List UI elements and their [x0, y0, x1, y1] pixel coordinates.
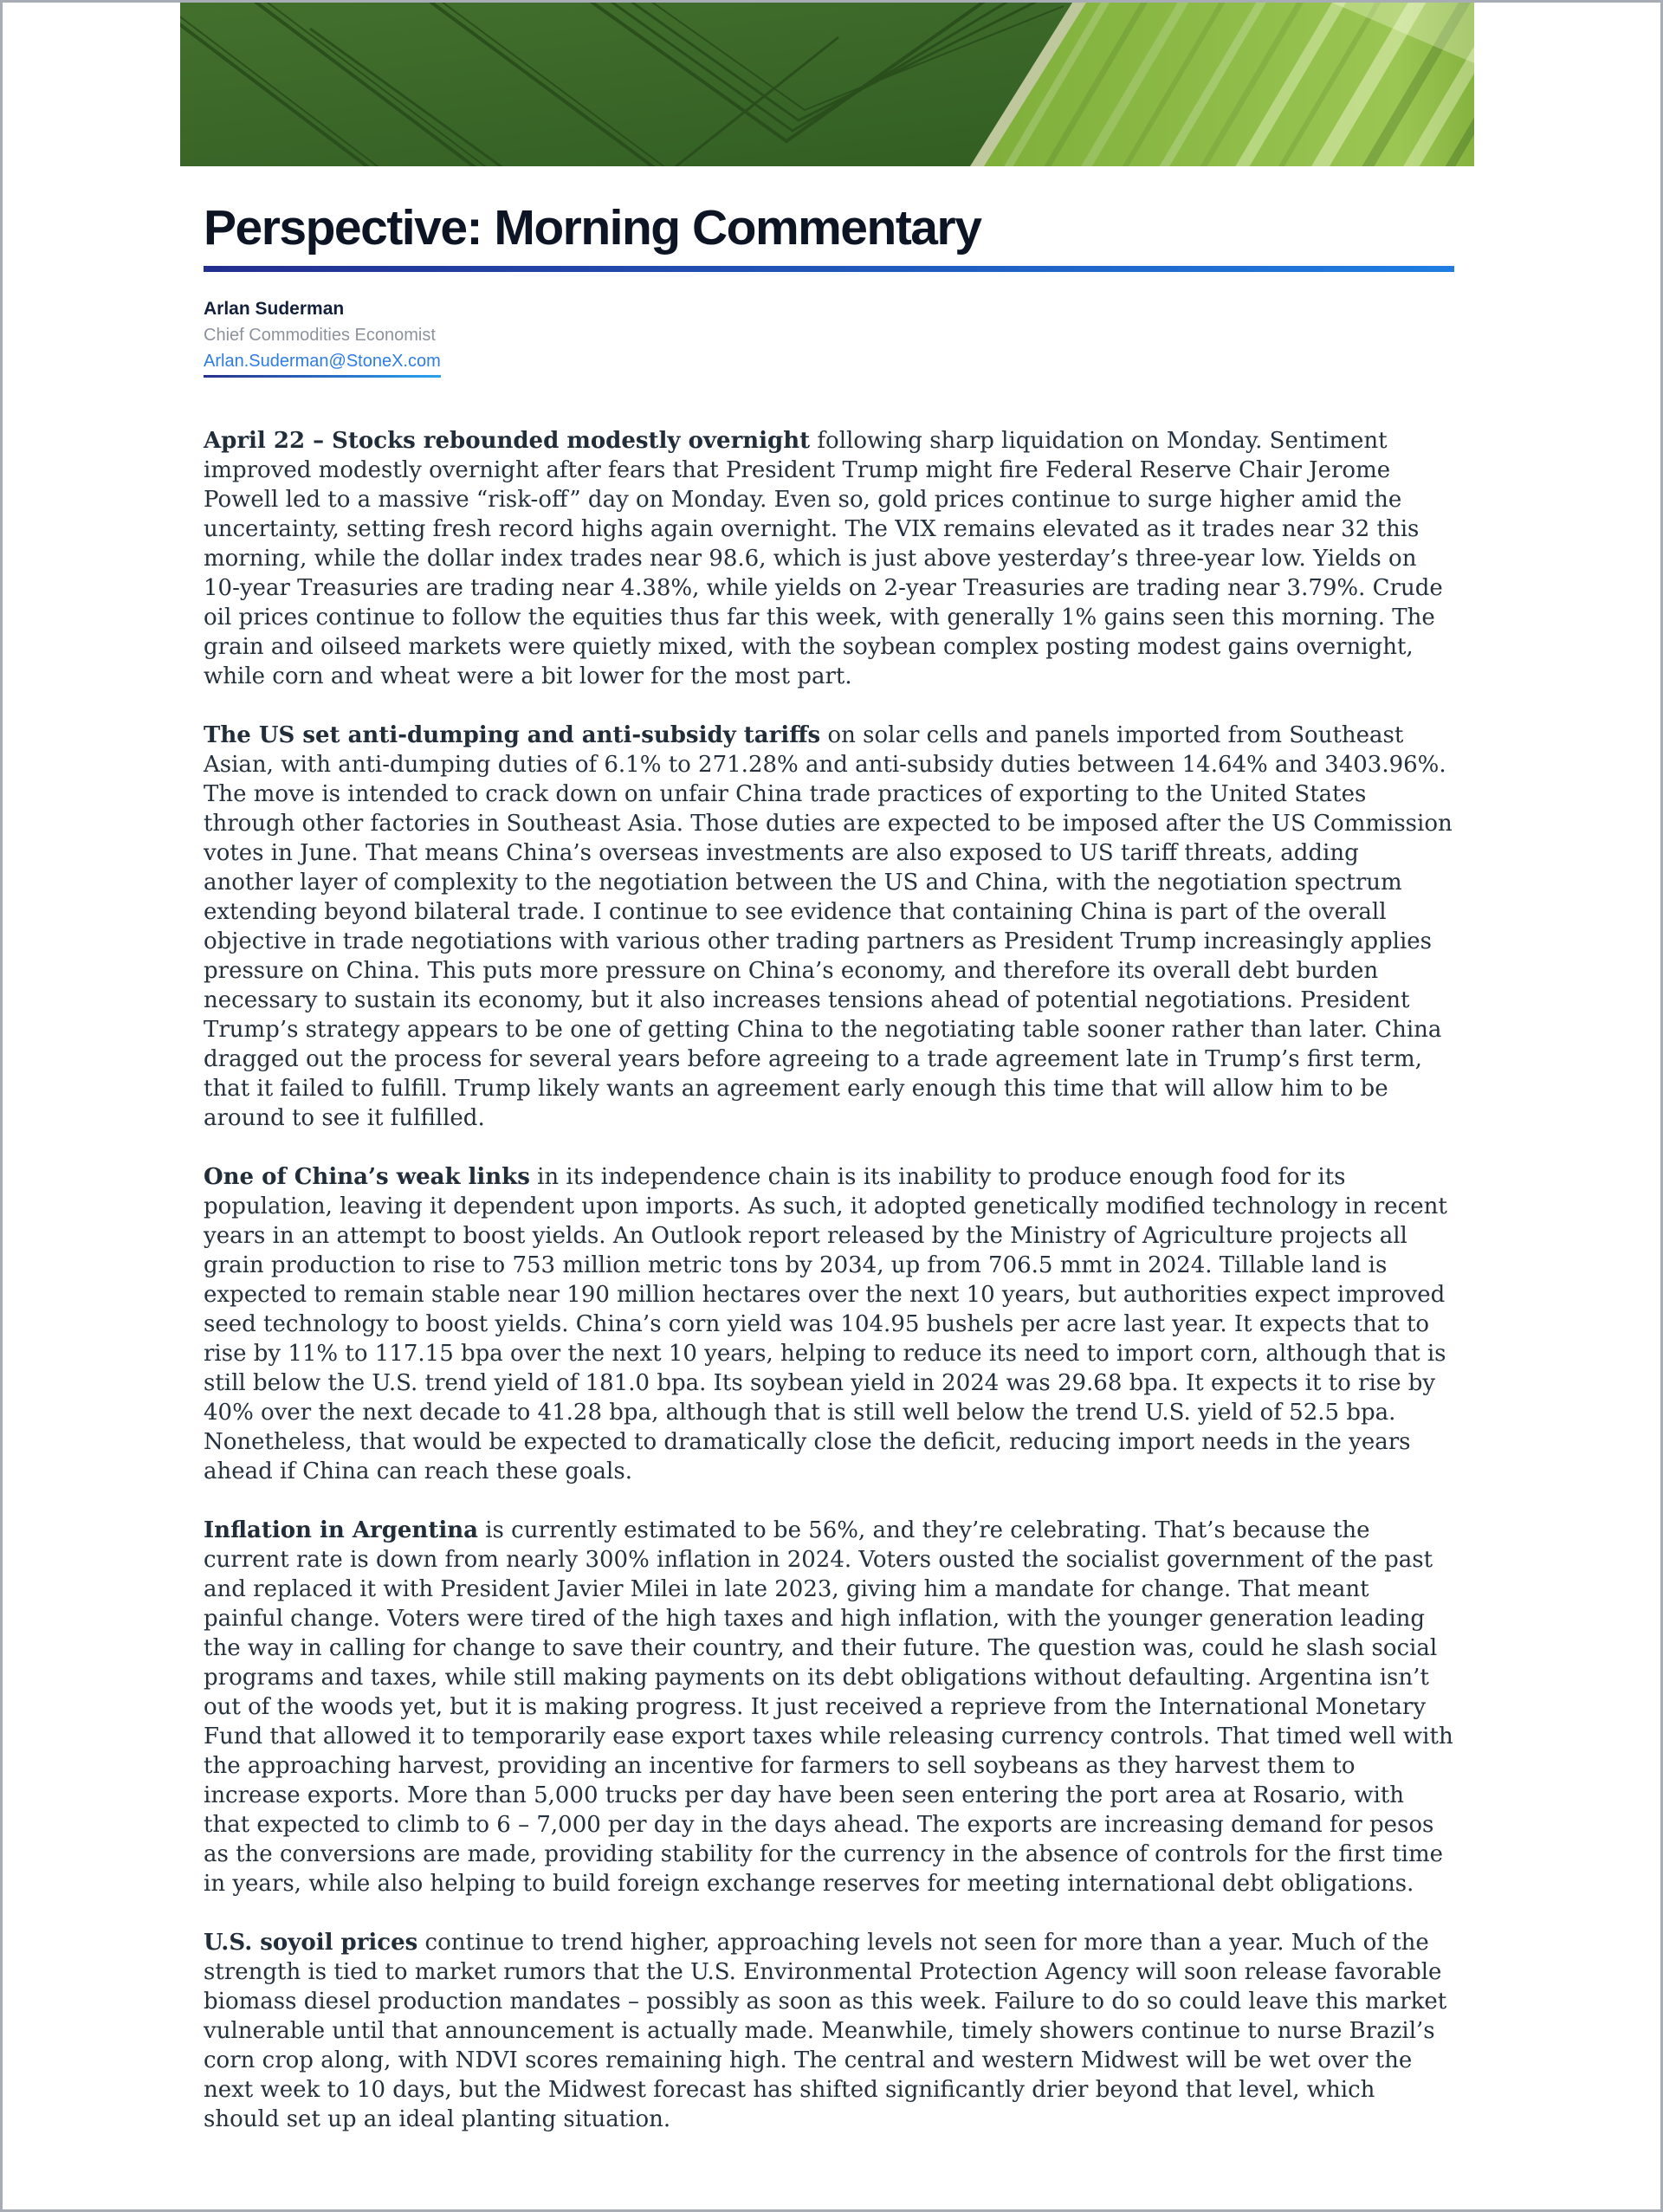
article-paragraph [204, 1928, 1454, 2134]
article-paragraph [204, 721, 1454, 1133]
paragraph-lead: April 22 – Stocks rebounded modestly overnight [204, 428, 811, 455]
title-gradient-rule [204, 266, 1454, 272]
author-role: Chief Commodities Economist [204, 326, 436, 346]
paragraph-lead: U.S. soyoil prices [204, 1930, 418, 1957]
paragraph-lead: One of China’s weak links [204, 1164, 530, 1191]
page-title: Perspective: Morning Commentary [204, 200, 981, 255]
author-block [204, 296, 1454, 378]
paragraph-lead: Inflation in Argentina [204, 1517, 478, 1544]
document-content [204, 200, 1454, 2134]
paragraph-text: in its independence chain is its inability to produce enough food for its population, leaving it dependent upon imports. As such, it adopted genetically modified technology in recent years in an attempt to boost yields. An Outlook report released by the Ministry of Agriculture projects all grain production to rise to 753 million metric tons by 2034, up from 706.5 mmt in 2024. Tillable land is expected to remain stable near 190 million hectares over the next 10 years, but authorities expect improved seed technology to boost yields. China’s corn yield was 104.95 bushels per acre last year. It expects that to rise by 11% to 117.15 bpa over the next 10 years, helping to reduce its need to import corn, although that is still below the U.S. trend yield of 181.0 bpa. Its soybean yield in 2024 was 29.68 bpa. It expects it to rise by 40% over the next decade to 41.28 bpa, although that is still well below the trend U.S. yield of 52.5 bpa. Nonetheless, that would be expected to dramatically close the deficit, reducing import needs in the years ahead if China can reach these goals. [204, 1164, 1447, 1485]
paragraph-text: following sharp liquidation on Monday. Sentiment improved modestly overnight after fears that President Trump might fire Federal Reserve Chair Jerome Powell led to a massive “risk-off” day on Monday. Even so, gold prices continue to surge higher amid the uncertainty, setting fresh record highs again overnight. The VIX remains elevated as it trades near 32 this morning, while the dollar index trades near 98.6, which is just above yesterday’s three-year low. Yields on 10-year Treasuries are trading near 4.38%, while yields on 2-year Treasuries are trading near 3.79%. Crude oil prices continue to follow the equities thus far this week, with generally 1% gains seen this morning. The grain and oilseed markets were quietly mixed, with the soybean complex posting modest gains overnight, while corn and wheat were a bit lower for the most part. [204, 428, 1443, 690]
article-paragraph [204, 1162, 1454, 1486]
paragraph-text: on solar cells and panels imported from Southeast Asian, with anti-dumping duties of 6.1% to 271.28% and anti-subsidy duties between 14.64% and 3403.96%. The move is intended to crack down on unfair China trade practices of exporting to the United States through other factories in Southeast Asia. Those duties are expected to be imposed after the US Commission votes in June. That means China’s overseas investments are also exposed to US tariff threats, adding another layer of complexity to the negotiation between the US and China, with the negotiation spectrum extending beyond bilateral trade. I continue to see evidence that containing China is part of the overall objective in trade negotiations with various other trading partners as President Trump increasingly applies pressure on China. This puts more pressure on China’s economy, and therefore its overall debt burden necessary to sustain its economy, but it also increases tensions ahead of potential negotiations. President Trump’s strategy appears to be one of getting China to the negotiating table sooner rather than later. China dragged out the process for several years before agreeing to a trade agreement late in Trump’s first term, that it failed to fulfill. Trump likely wants an agreement early enough this time that will allow him to be around to see it fulfilled. [204, 722, 1453, 1132]
article-paragraph [204, 1516, 1454, 1898]
paragraph-text: continue to trend higher, approaching levels not seen for more than a year. Much of the strength is tied to market rumors that the U.S. Environmental Protection Agency will soon release favorable biomass diesel production mandates – possibly as soon as this week. Failure to do so could leave this market vulnerable until that announcement is actually made. Meanwhile, timely showers continue to nurse Brazil’s corn crop along, with NDVI scores remaining high. The central and western Midwest will be wet over the next week to 10 days, but the Midwest forecast has shifted significantly drier beyond that level, which should set up an ideal planting situation. [204, 1930, 1447, 2133]
paragraph-lead: The US set anti-dumping and anti-subsidy tariffs [204, 722, 821, 749]
paragraph-text: is currently estimated to be 56%, and they’re celebrating. That’s because the current rate is down from nearly 300% inflation in 2024. Voters ousted the socialist government of the past and replaced it with President Javier Milei in late 2023, giving him a mandate for change. That meant painful change. Voters were tired of the high taxes and high inflation, with the younger generation leading the way in calling for change to save their country, and their future. The question was, could he slash social programs and taxes, while still making payments on its debt obligations without defaulting. Argentina isn’t out of the woods yet, but it is making progress. It just received a reprieve from the International Monetary Fund that allowed it to temporarily ease export taxes while releasing currency controls. That timed well with the approaching harvest, providing an incentive for farmers to sell soybeans as they harvest them to increase exports. More than 5,000 trucks per day have been seen entering the port area at Rosario, with that expected to climb to 6 – 7,000 per day in the days ahead. The exports are increasing demand for pesos as the conversions are made, providing stability for the currency in the absence of controls for the first time in years, while also helping to build foreign exchange reserves for meeting international debt obligations. [204, 1517, 1453, 1898]
author-email-link[interactable]: Arlan.Suderman@StoneX.com [204, 349, 441, 378]
author-name: Arlan Suderman [204, 299, 345, 320]
article-body [204, 426, 1454, 2134]
article-paragraph [204, 426, 1454, 691]
header-banner-image [180, 3, 1474, 166]
